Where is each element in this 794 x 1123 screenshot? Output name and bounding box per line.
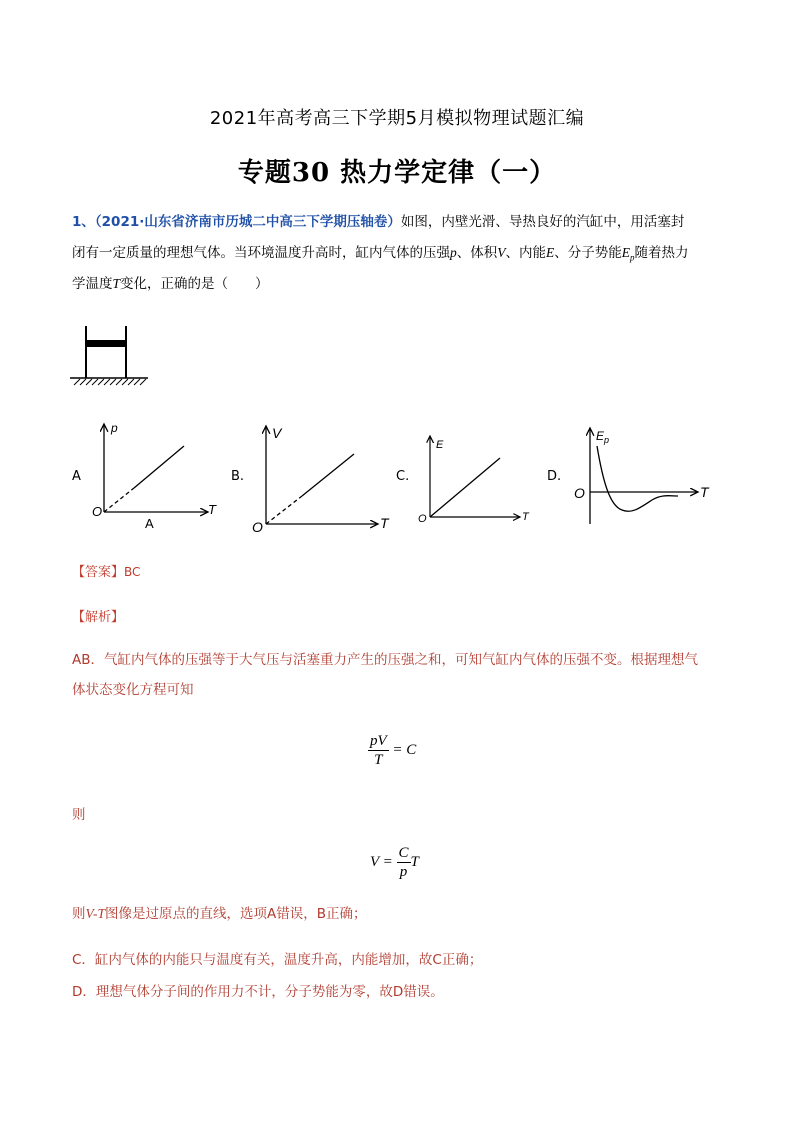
answer-label: 【答案】 [72, 565, 125, 580]
question-text-2: 闭有一定质量的理想气体。当环境温度升高时，缸内气体的压强 [72, 245, 450, 261]
option-c-xlabel: T [522, 511, 529, 523]
question-text-3-tail: 变化，正确的是（ ） [120, 276, 269, 292]
formula-2 [370, 844, 419, 881]
option-b-dashed-segment [266, 496, 302, 524]
option-b-xlabel: T [380, 515, 389, 531]
question-line-1 [72, 212, 684, 232]
option-d-graph [570, 424, 718, 529]
option-c-graph [416, 432, 541, 527]
option-d-origin: O [574, 485, 585, 501]
piston [87, 340, 125, 347]
question-text-2-tail: 随着热力 [634, 245, 689, 261]
option-d-xlabel: T [700, 484, 709, 500]
option-a-ylabel: p [111, 421, 118, 435]
option-a-graph [88, 420, 228, 535]
option-b-line [302, 454, 354, 496]
sep-1: 、体积 [456, 245, 498, 261]
question-line-3 [72, 274, 269, 294]
option-b-letter: B. [231, 469, 245, 484]
var-e: E [546, 245, 555, 260]
option-d-letter: D. [547, 469, 562, 484]
formula-2-denominator: p [399, 864, 408, 880]
option-a-origin: O [92, 504, 103, 519]
conclusion-var: V-T [85, 906, 106, 921]
conclusion-tail: 图像是过原点的直线，选项A错误，B正确； [105, 906, 367, 922]
question-line-2 [72, 243, 689, 268]
formula-2-lhs: V = [370, 853, 393, 870]
answer-line [72, 561, 140, 580]
answer-value: BC [124, 565, 141, 579]
analysis-para1-line1: AB．气缸内气体的压强等于大气压与活塞重力产生的压强之和，可知气缸内气体的压强不变。根据理想气 [72, 652, 698, 668]
question-text-3: 学温度 [72, 276, 113, 292]
option-a-extra-label: A [145, 516, 154, 531]
analysis-conclusion [72, 904, 367, 924]
ground-hatch [74, 379, 146, 385]
var-v: V [497, 245, 506, 260]
formula-1 [368, 732, 416, 769]
question-text-1: 如图，内壁光滑、导热良好的汽缸中，用活塞封 [400, 214, 685, 230]
formula-2-rhs: T [410, 853, 419, 870]
option-a-dashed-segment [104, 488, 134, 512]
formula-1-rhs: = C [392, 741, 417, 758]
cylinder-walls [86, 326, 126, 378]
option-c-origin: O [418, 513, 427, 525]
sep-3: 、分子势能 [554, 245, 622, 261]
analysis-then: 则 [72, 807, 86, 823]
formula-1-numerator: pV [370, 733, 387, 749]
topic-title: 专题30 热力学定律（一） [237, 158, 557, 188]
analysis-option-d: D．理想气体分子间的作用力不计，分子势能为零，故D错误。 [72, 984, 444, 1000]
option-c-letter: C. [396, 469, 410, 484]
option-b-ylabel: V [272, 425, 282, 441]
analysis-option-c: C．缸内气体的内能只与温度有关，温度升高，内能增加，故C正确； [72, 952, 483, 968]
conclusion-pre: 则 [72, 906, 86, 922]
sep-2: 、内能 [505, 245, 546, 261]
option-a-xlabel: T [208, 502, 216, 517]
var-ep: E [621, 245, 630, 260]
var-ep-sub: p [630, 252, 635, 263]
option-a-line [134, 446, 184, 488]
option-d-ylabel: $E_p$ [596, 429, 610, 445]
option-b-graph [250, 422, 400, 537]
analysis-para1-line2: 体状态变化方程可知 [72, 682, 194, 698]
option-a-letter: A [72, 469, 81, 484]
collection-title: 2021年高考高三下学期5月模拟物理试题汇编 [209, 108, 585, 129]
cylinder-figure [70, 318, 150, 390]
option-b-origin: O [252, 519, 263, 535]
var-p: p [450, 245, 457, 260]
formula-2-fraction [397, 844, 411, 881]
formula-1-fraction [368, 732, 389, 769]
var-t: T [112, 276, 121, 291]
option-c-line [430, 458, 500, 517]
question-source: （2021·山东省济南市历城二中高三下学期压轴卷） [94, 214, 401, 230]
formula-2-numerator: C [398, 845, 409, 861]
question-number: 1、 [72, 214, 95, 230]
option-c-ylabel: E [436, 439, 444, 451]
analysis-label: 【解析】 [72, 610, 125, 625]
option-d-curve [597, 446, 678, 511]
formula-1-denominator: T [374, 752, 383, 768]
